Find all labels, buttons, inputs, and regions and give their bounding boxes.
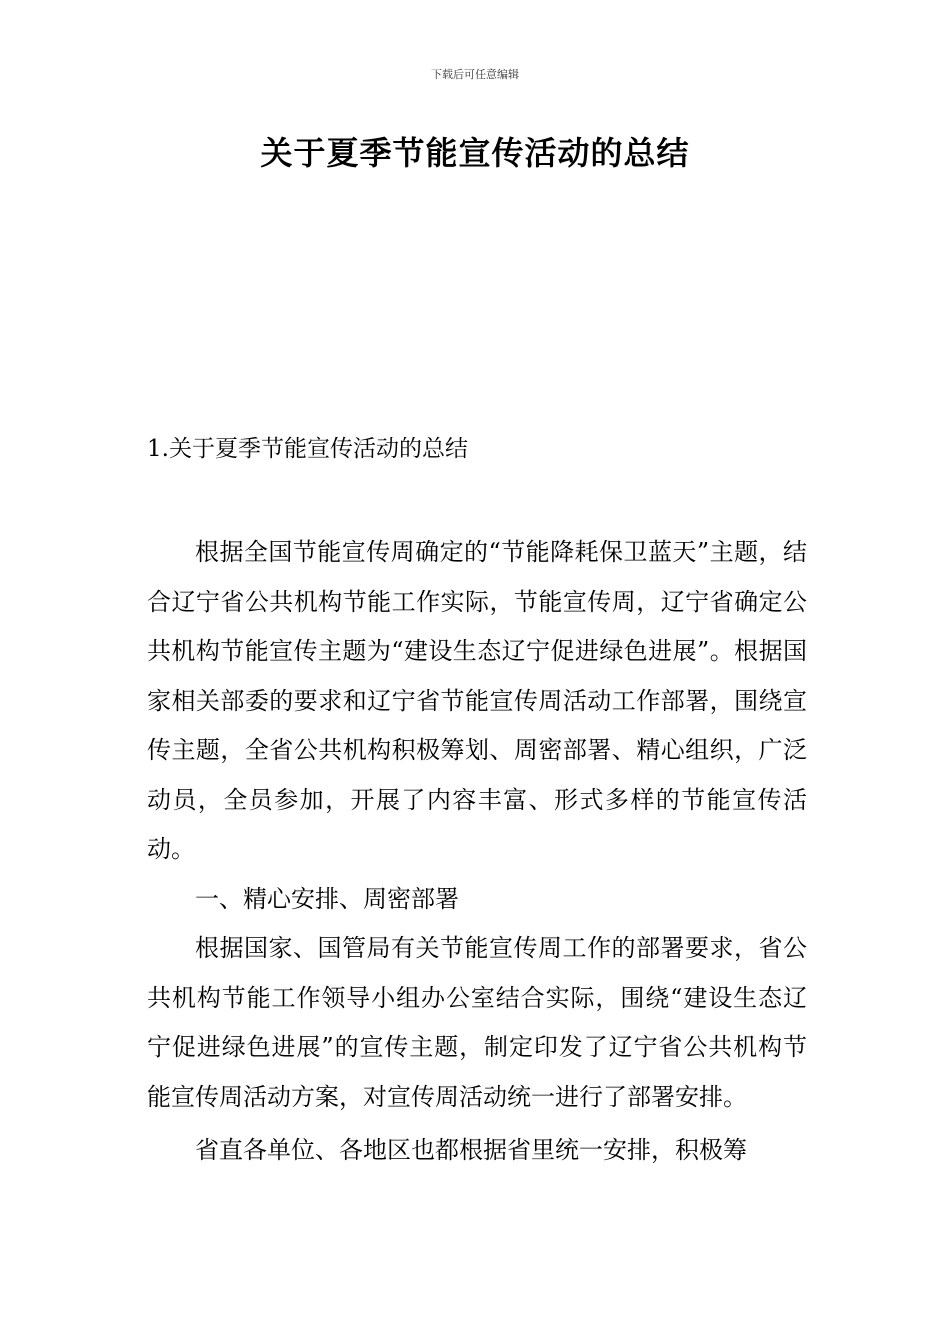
paragraph-deployment: 根据国家、国管局有关节能宣传周工作的部署要求，省公共机构节能工作领导小组办公室结合实际，围绕“建设生态辽宁促进绿色进展”的宣传主题，制定印发了辽宁省公共机构节能宣传周活动方案，对宣传周活动统一进行了部署安排。 xyxy=(147,934,807,1111)
section-heading: 1.关于夏季节能宣传活动的总结 xyxy=(147,436,468,462)
subheading-arrangement: 一、精心安排、周密部署 xyxy=(195,884,459,913)
document-title: 关于夏季节能宣传活动的总结 xyxy=(260,134,690,172)
header-note: 下载后可任意编辑 xyxy=(431,68,519,81)
document-body xyxy=(147,528,807,1176)
paragraph-provincial-units: 省直各单位、各地区也都根据省里统一安排，积极筹 xyxy=(195,1136,747,1164)
paragraph-intro: 根据全国节能宣传周确定的“节能降耗保卫蓝天”主题，结合辽宁省公共机构节能工作实际，节能宣传周，辽宁省确定公共机构节能宣传主题为“建设生态辽宁促进绿色进展”。根据国家相关部委的要求和辽宁省节能宣传周活动工作部署，围绕宣传主题，全省公共机构积极筹划、周密部署、精心组织，广泛动员，全员参加，开展了内容丰富、形式多样的节能宣传活动。 xyxy=(147,538,807,863)
